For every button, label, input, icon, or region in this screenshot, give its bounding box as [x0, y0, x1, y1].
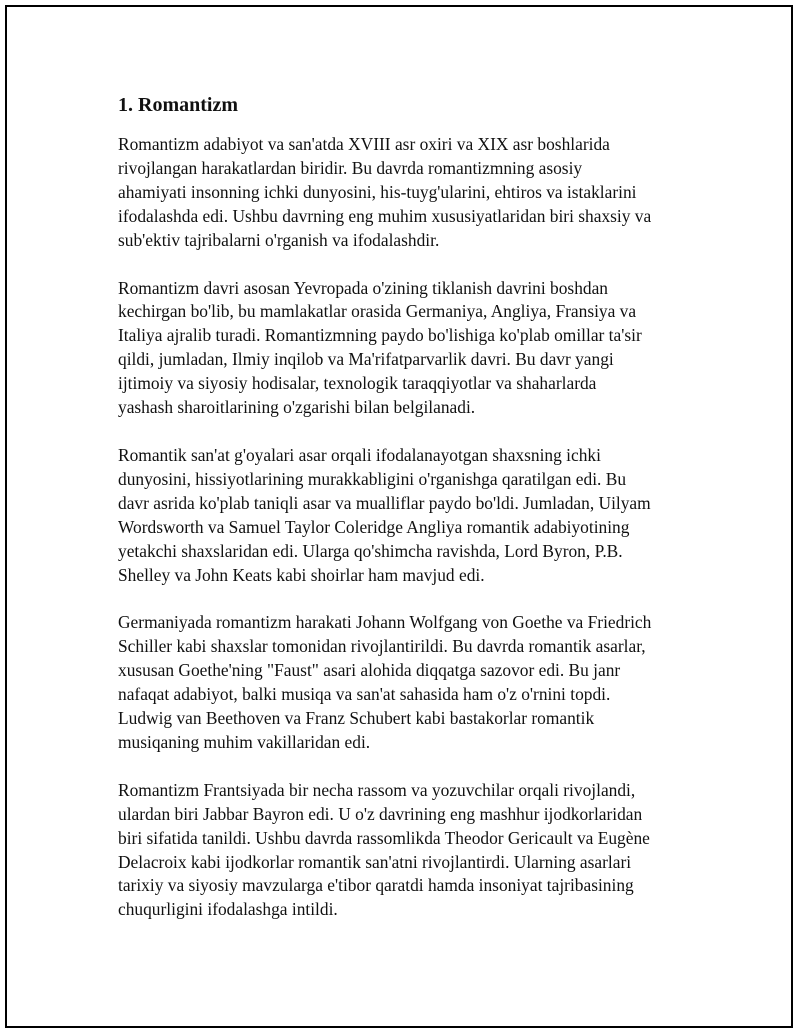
text-line: Romantizm Frantsiyada bir necha rassom va yozuvchilar orqali rivojlandi, [118, 779, 636, 800]
text-line: yashash sharoitlarining o'zgarishi bilan belgilanadi. [118, 397, 476, 418]
document-body [118, 91, 698, 946]
text-line: Romantik san'at g'oyalari asar orqali ifodalanayotgan shaxsning ichki [118, 444, 601, 465]
text-line: yetakchi shaxslaridan edi. Ularga qo'shimcha ravishda, Lord Byron, P.B. [118, 540, 623, 561]
text-line: tarixiy va siyosiy mavzularga e'tibor qaratdi hamda insoniyat tajribasining [118, 875, 634, 896]
text-line: musiqaning muhim vakillaridan edi. [118, 731, 371, 752]
text-line: ijtimoiy va siyosiy hodisalar, texnologik taraqqiyotlar va shaharlarda [118, 373, 597, 394]
text-line: ifodalashda edi. Ushbu davrning eng muhim xususiyatlaridan biri shaxsiy va [118, 205, 652, 226]
text-line: dunyosini, hissiyotlarining murakkabligini o'rganishga qaratilgan edi. Bu [118, 468, 627, 489]
paragraph-intro [118, 133, 698, 253]
text-line: Wordsworth va Samuel Taylor Coleridge Angliya romantik adabiyotining [118, 516, 630, 537]
text-line: Shelley va John Keats kabi shoirlar ham mavjud edi. [118, 564, 485, 585]
text-line: ahamiyati insonning ichki dunyosini, his-tuyg'ularini, ehtiros va istaklarini [118, 181, 637, 202]
text-line: davr asrida ko'plab taniqli asar va mualliflar paydo bo'ldi. Jumladan, Uilyam [118, 492, 651, 513]
text-line: kechirgan bo'lib, bu mamlakatlar orasida Germaniya, Angliya, Fransiya va [118, 301, 637, 322]
text-line: xususan Goethe'ning "Faust" asari alohida diqqatga sazovor edi. Bu janr [118, 660, 621, 681]
paragraph-france [118, 779, 698, 922]
text-line: biri sifatida tanildi. Ushbu davrda rassomlikda Theodor Gericault va Eugène [118, 827, 650, 848]
section-heading: 1. Romantizm [118, 94, 238, 116]
text-line: Romantizm adabiyot va san'atda XVIII asr oxiri va XIX asr boshlarida [118, 134, 610, 154]
paragraph-europe [118, 277, 698, 420]
text-line: nafaqat adabiyot, balki musiqa va san'at sahasida ham o'z o'rnini topdi. [118, 684, 611, 705]
text-line: Romantizm davri asosan Yevropada o'zining tiklanish davrini boshdan [118, 277, 608, 298]
text-line: qildi, jumladan, Ilmiy inqilob va Ma'rifatparvarlik davri. Bu davr yangi [118, 349, 614, 370]
text-line: rivojlangan harakatlardan biridir. Bu davrda romantizmning asosiy [118, 157, 583, 178]
text-line: chuqurligini ifodalashga intildi. [118, 899, 338, 920]
text-line: sub'ektiv tajribalarni o'rganish va ifodalashdir. [118, 229, 440, 250]
text-line: Ludwig van Beethoven va Franz Schubert kabi bastakorlar romantik [118, 708, 595, 729]
text-line: Germaniyada romantizm harakati Johann Wolfgang von Goethe va Friedrich [118, 612, 652, 633]
paragraph-germany [118, 611, 698, 754]
text-line: ulardan biri Jabbar Bayron edi. U o'z davrining eng mashhur ijodkorlaridan [118, 803, 643, 824]
paragraph-art-ideas [118, 444, 698, 587]
text-line: Delacroix kabi ijodkorlar romantik san'atni rivojlantirdi. Ularning asarlari [118, 851, 632, 872]
text-line: Italiya ajralib turadi. Romantizmning paydo bo'lishiga ko'plab omillar ta'sir [118, 325, 642, 346]
text-line: Schiller kabi shaxslar tomonidan rivojlantirildi. Bu davrda romantik asarlar, [118, 636, 646, 657]
